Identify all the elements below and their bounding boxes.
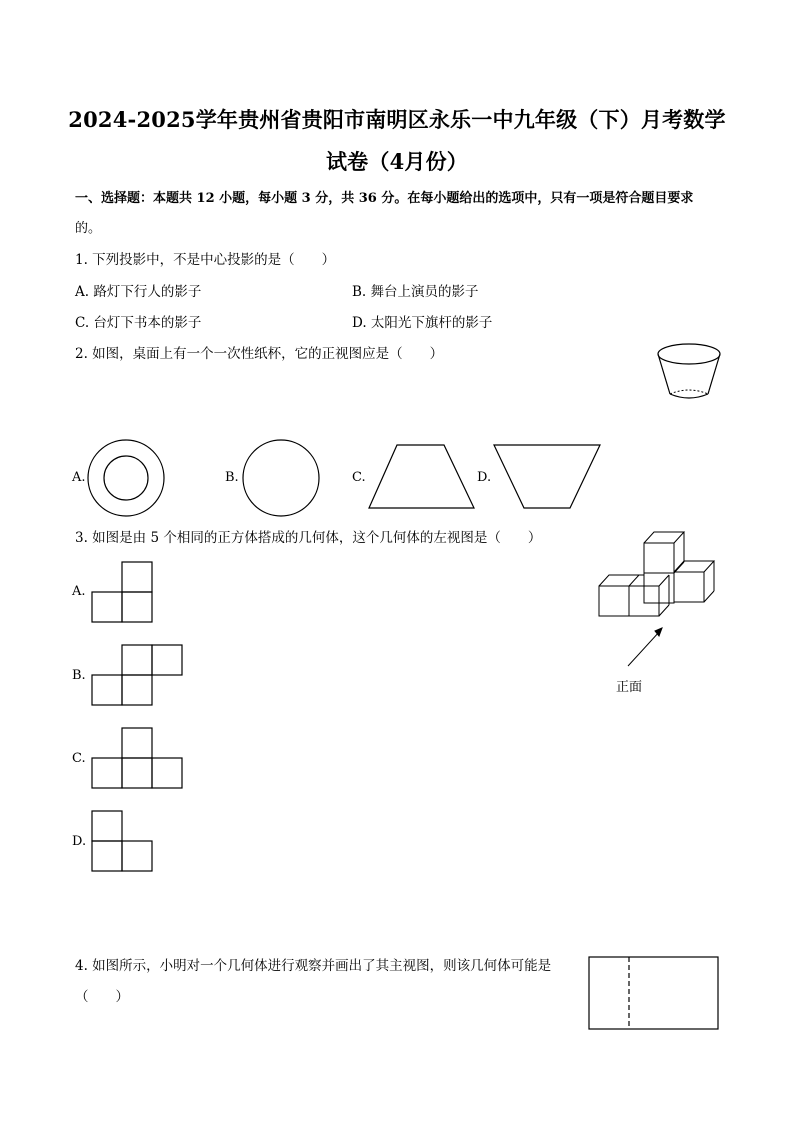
question-3-option-b-label[interactable]: B. bbox=[72, 668, 86, 683]
question-1-option-b[interactable]: B. 舞台上演员的影子 bbox=[352, 284, 479, 300]
question-2-stem: 2. 如图，桌面上有一个一次性纸杯，它的正视图应是（ ） bbox=[75, 346, 444, 362]
question-3-option-c-view-figure bbox=[92, 727, 186, 791]
question-4-stem: 4. 如图所示，小明对一个几何体进行观察并画出了其主视图，则该几何体可能是 bbox=[75, 958, 552, 974]
question-3-option-c-label[interactable]: C. bbox=[72, 751, 86, 766]
page-title-line2: 试卷（4月份） bbox=[325, 149, 468, 174]
question-4-stem-cont: （ ） bbox=[75, 989, 129, 1005]
section-heading: 一、选择题：本题共 12 小题，每小题 3 分，共 36 分。在每小题给出的选项中，只有一项是符合题目要求 bbox=[75, 191, 694, 206]
cube-stack-figure bbox=[596, 527, 726, 697]
question-2-option-a-label[interactable]: A. bbox=[72, 470, 86, 485]
question-2-option-d-label[interactable]: D. bbox=[477, 470, 492, 485]
question-1-option-a[interactable]: A. 路灯下行人的影子 bbox=[75, 284, 202, 300]
question-3-option-a-view-figure bbox=[92, 561, 156, 625]
question-1-option-d[interactable]: D. 太阳光下旗杆的影子 bbox=[352, 315, 493, 331]
question-2-option-b-circle-figure bbox=[242, 439, 322, 519]
question-2-option-a-ring-figure bbox=[87, 439, 167, 519]
question-2-option-c-label[interactable]: C. bbox=[352, 470, 366, 485]
question-3-stem: 3. 如图是由 5 个相同的正方体搭成的几何体，这个几何体的左视图是（ ） bbox=[75, 530, 542, 546]
question-2-option-b-label[interactable]: B. bbox=[225, 470, 239, 485]
question-4-front-view-figure bbox=[588, 956, 720, 1032]
question-1-stem: 1. 下列投影中，不是中心投影的是（ ） bbox=[75, 252, 336, 268]
question-3-option-b-view-figure bbox=[92, 644, 186, 708]
front-view-caption: 正面 bbox=[616, 680, 643, 695]
question-1-option-c[interactable]: C. 台灯下书本的影子 bbox=[75, 315, 202, 331]
paper-cup-figure bbox=[655, 340, 725, 410]
question-2-option-c-trapezoid-figure bbox=[367, 444, 477, 510]
section-heading-cont: 的。 bbox=[75, 221, 102, 236]
question-3-option-a-label[interactable]: A. bbox=[72, 584, 86, 599]
page-title-line1: 2024-2025学年贵州省贵阳市南明区永乐一中九年级（下）月考数学 bbox=[68, 107, 726, 132]
question-3-option-d-view-figure bbox=[92, 810, 156, 874]
question-2-option-d-inverted-trapezoid-figure bbox=[492, 444, 604, 510]
question-3-option-d-label[interactable]: D. bbox=[72, 834, 87, 849]
